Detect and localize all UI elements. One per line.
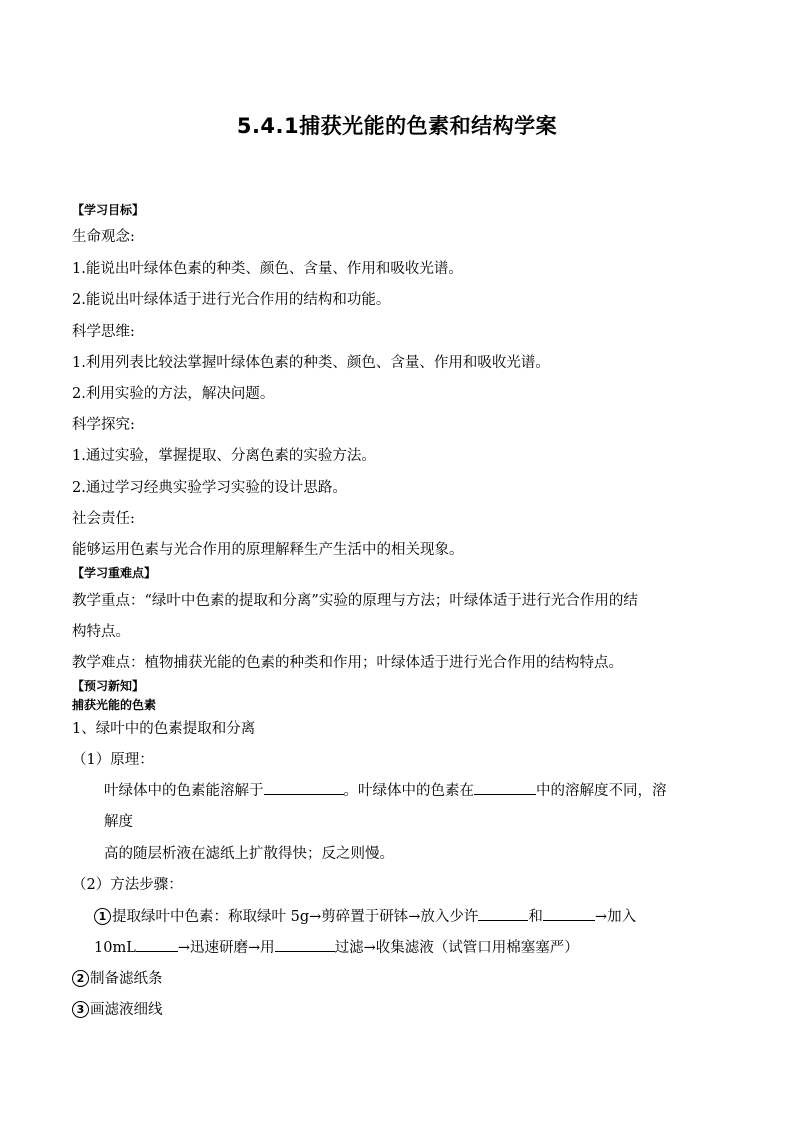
step-1-text-a: 提取绿叶中色素：称取绿叶 5g→剪碎置于研钵→放入少许 [112,909,479,925]
fill-blank-reagent-1[interactable] [478,907,528,921]
preview-subheading: 捕获光能的色素 [72,698,157,712]
step-2-line [72,967,163,988]
preview-heading: 【预习新知】 [72,679,145,693]
explore-goal-1: 1.通过实验，掌握提取、分离色素的实验方法。 [72,448,376,464]
step-1-number: 1 [94,908,111,925]
step-1-text-d: 10mL [94,940,136,956]
page-title: 5.4.1捕获光能的色素和结构学案 [236,114,558,138]
principle-label: （1）原理： [72,752,154,768]
step-1-text-b: 和 [528,909,543,925]
step-1-text-e: →迅速研磨→用 [177,940,275,956]
step-1-text-c: →加入 [594,909,637,925]
life-label: 生命观念: [72,229,135,245]
principle-text-a: 叶绿体中的色素能溶解于 [104,783,264,799]
preview-item-1: 1、绿叶中的色素提取和分离 [72,721,256,737]
step-3-line [72,998,163,1019]
key-point-1a: 教学重点：“绿叶中色素的提取和分离”实验的原理与方法；叶绿体适于进行光合作用的结 [72,593,638,609]
life-goal-2: 2.能说出叶绿体适于进行光合作用的结构和功能。 [72,292,391,308]
social-label: 社会责任: [72,511,135,527]
fill-blank-filter[interactable] [275,938,335,952]
principle-text-b: 。叶绿体中的色素在 [343,783,474,799]
key-point-2: 教学难点：植物捕获光能的色素的种类和作用；叶绿体适于进行光合作用的结构特点。 [72,655,623,671]
think-label: 科学思维: [72,324,135,340]
step-1-line-1 [94,905,636,926]
principle-line-2: 解度 [104,814,133,830]
fill-blank-chromatography[interactable] [474,781,536,795]
step-2-text: 制备滤纸条 [90,971,163,987]
goals-heading: 【学习目标】 [72,203,145,217]
fill-blank-solvent[interactable] [264,781,344,795]
social-goal-1: 能够运用色素与光合作用的原理解释生产生活中的相关现象。 [72,542,464,558]
think-goal-2: 2.利用实验的方法，解决问题。 [72,386,275,402]
key-heading: 【学习重难点】 [72,566,157,580]
fill-blank-solvent-volume[interactable] [136,938,178,952]
key-point-1b: 构特点。 [72,624,130,640]
life-goal-1: 1.能说出叶绿体色素的种类、颜色、含量、作用和吸收光谱。 [72,261,463,277]
method-label: （2）方法步骤： [72,877,183,893]
step-2-number: 2 [72,970,89,987]
fill-blank-reagent-2[interactable] [543,907,595,921]
step-3-number: 3 [72,1001,89,1018]
think-goal-1: 1.利用列表比较法掌握叶绿体色素的种类、颜色、含量、作用和吸收光谱。 [72,355,550,371]
step-1-text-f: 过滤→收集滤液（试管口用棉塞塞严） [334,940,579,956]
step-1-line-2 [94,936,579,957]
principle-text-c: 中的溶解度不同，溶 [536,783,667,799]
explore-label: 科学探究: [72,417,135,433]
step-3-text: 画滤液细线 [90,1002,163,1018]
principle-line-1 [104,779,667,800]
principle-line-3: 高的随层析液在滤纸上扩散得快；反之则慢。 [104,846,394,862]
explore-goal-2: 2.通过学习经典实验学习实验的设计思路。 [72,480,347,496]
